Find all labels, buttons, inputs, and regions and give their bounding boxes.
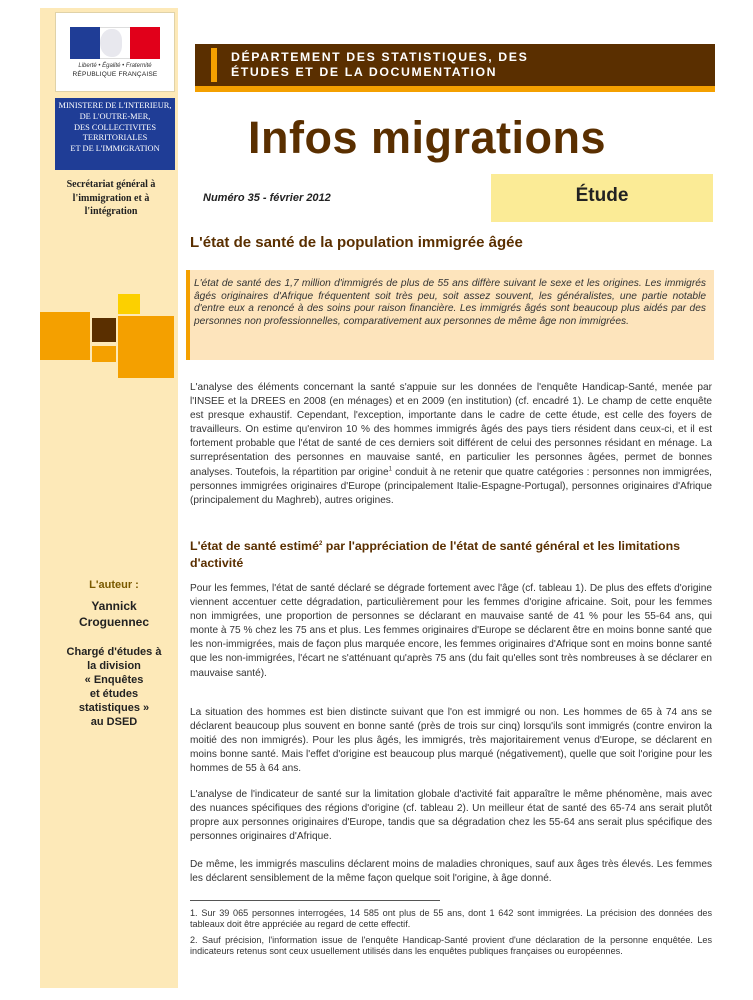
author-desc-line: et études (89, 688, 139, 700)
republic-logo (55, 12, 175, 92)
author-desc-line: statistiques » (78, 702, 150, 714)
decorative-square (118, 294, 140, 314)
decorative-square (40, 312, 90, 360)
decorative-square (92, 318, 116, 342)
department-line: ÉTUDES ET DE LA DOCUMENTATION (231, 65, 498, 79)
section-title-text: L'état de santé estimé (190, 539, 319, 553)
paragraph (190, 381, 712, 508)
ministry-line: ET DE L'IMMIGRATION (70, 144, 160, 154)
footnote-ref: 1 (388, 466, 393, 473)
secretariat-label: Secrétariat général à l'immigration et à l'intégration (66, 179, 156, 217)
paragraph-text: conduit à ne retenir que quatre catégories : personnes non immigrées, personnes immigrées originaires d'Europe (principalement Italie-Espagne-Portugal), personnes originaires d'Afrique (principalement du Maghreb), autres origines. (190, 466, 712, 506)
ministry-line: MINISTERE DE L'INTERIEUR, (58, 101, 172, 110)
author-desc-line: la division (87, 660, 141, 672)
marianne-flag-icon (70, 27, 160, 59)
author-name-line: Croguennec (78, 615, 149, 629)
summary-accent (186, 270, 190, 360)
author-heading: L'auteur : (89, 579, 139, 591)
author-desc-line: au DSED (90, 716, 138, 728)
banner-accent (211, 48, 217, 82)
author-name-line: Yannick (91, 599, 137, 613)
footnote: 2. Sauf précision, l'information issue de l'enquête Handicap-Santé provient d'une déclaration de la personne enquêtée. Les indicateurs retenus sont ceux usuellement utilisés dans les enquêtes publiques françaises ou européennes. (190, 935, 712, 957)
article-title: L'état de santé de la population immigrée âgée (190, 234, 523, 251)
decorative-square (92, 346, 116, 362)
decorative-square (118, 316, 174, 378)
ministry-line: DE L'OUTRE-MER, (79, 111, 151, 121)
paragraph: L'analyse de l'indicateur de santé sur la limitation globale d'activité fait apparaître le même phénomène, mais avec des nuances spécifiques des régions d'origine (cf. tableau 2). Un meilleur état de santé des 65-74 ans serait plutôt propre aux personnes originaires d'Europe, tandis que sa dégradation chez les 55-64 ans serait plus spécifique des personnes originaires d'Afrique. (190, 789, 712, 843)
footnote-divider (190, 900, 440, 901)
paragraph: Pour les femmes, l'état de santé déclaré se dégrade fortement avec l'âge (cf. tableau 1). De plus des effets d'origine viennent accentuer cette dégradation, particulièrement pour les femmes d'origine africaine. Soit, pour les femmes non immigrées, une proportion de personnes se déclarant en mauvaise santé de 41 % pour les 55-64 ans, qui monte à 75 % chez les 75 ans et plus. Les femmes originaires d'Europe se déclarent être en moins bonne santé que les non-immigrées, mais de façon plus marquée encore, les femmes originaires d'Afrique sont en moins bonne santé que les non-immigrées, l'écart ne s'atténuant qu'après 75 ans (du fait qu'elles sont très nombreuses à se déclarer en mauvaise santé). (190, 583, 712, 679)
author-name (50, 598, 178, 630)
section-title (190, 538, 710, 572)
issue-number: Numéro 35 - février 2012 (203, 192, 331, 204)
section-title-text: par l'appréciation de l'état de santé général et les limitations d'activité (190, 539, 681, 570)
banner-underline (195, 86, 715, 92)
footnote-ref: 2 (318, 540, 323, 547)
author-desc-line: « Enquêtes (84, 674, 144, 686)
logo-republic: RÉPUBLIQUE FRANÇAISE (72, 71, 158, 78)
author-description (50, 645, 178, 729)
paragraph: De même, les immigrés masculins déclarent moins de maladies chroniques, sauf aux âges très élevés. Les femmes les déclarent sensiblement de la même façon quelque soit l'origine, à âge donné. (190, 859, 712, 885)
footnote: 1. Sur 39 065 personnes interrogées, 14 585 ont plus de 55 ans, dont 1 642 sont immigrées. La précision des données des tableaux doit être appréciée au regard de cette effectif. (190, 908, 712, 930)
summary-box: L'état de santé des 1,7 million d'immigrés de plus de 55 ans diffère suivant le sexe et les origines. Les immigrés âgés originaires d'Afrique fréquentent soit très peu, soit assez souvent, les généralistes, une partie notable d'entre eux a renoncé à des soins pour raison financière. Les immigrés âgés sont beaucoup plus aidés par des personnes non professionnelles, comparativement aux personnes de même âge non immigrées. (186, 270, 714, 360)
paragraph: La situation des hommes est bien distincte suivant que l'on est immigré ou non. Les hommes de 65 à 74 ans se déclarent beaucoup plus souvent en bonne santé (près de trois sur cinq) lorsqu'ils sont immigrés (contre environ la moitié des non immigrés). Pour les plus âgés, les immigrés, très majoritairement venus d'Europe, se déclarent en moins bonne santé. Mais l'effet d'origine est beaucoup plus marqué (négativement), quelle que soit l'origine pour les hommes de 55 à 64 ans. (190, 707, 712, 775)
ministry-block (55, 98, 175, 170)
logo-motto: Liberté • Égalité • Fraternité (78, 63, 152, 69)
department-line: DÉPARTEMENT DES STATISTIQUES, DES (231, 50, 529, 64)
publication-title: Infos migrations (248, 112, 607, 163)
author-desc-line: Chargé d'études à (66, 646, 162, 658)
paragraph-text: L'analyse des éléments concernant la santé s'appuie sur les données de l'enquête Handicap-Santé, menée par l'INSEE et la DREES en 2008 (en ménages) et en 2009 (en institution) (cf. encadré 1). Le champ de cette enquête est presque exhaustif. Cependant, l'exception, importante dans le cadre de cette étude, est celle des foyers de travailleurs. On estime qu'environ 10 % des hommes immigrés âgés des pays tiers résident dans ceux-ci, et il est fortement probable que l'état de santé de ces derniers soit différent de celui des personnes résidant en ménage. La surreprésentation des personnes en mauvaise santé, en particulier les personnes âgées, permet de bonnes analyses. Toutefois, la répartition par origine (190, 382, 712, 478)
ministry-line: DES COLLECTIVITES (73, 122, 157, 132)
department-banner (195, 44, 715, 86)
ministry-line: TERRITORIALES (82, 133, 148, 143)
study-badge: Étude (491, 174, 713, 222)
